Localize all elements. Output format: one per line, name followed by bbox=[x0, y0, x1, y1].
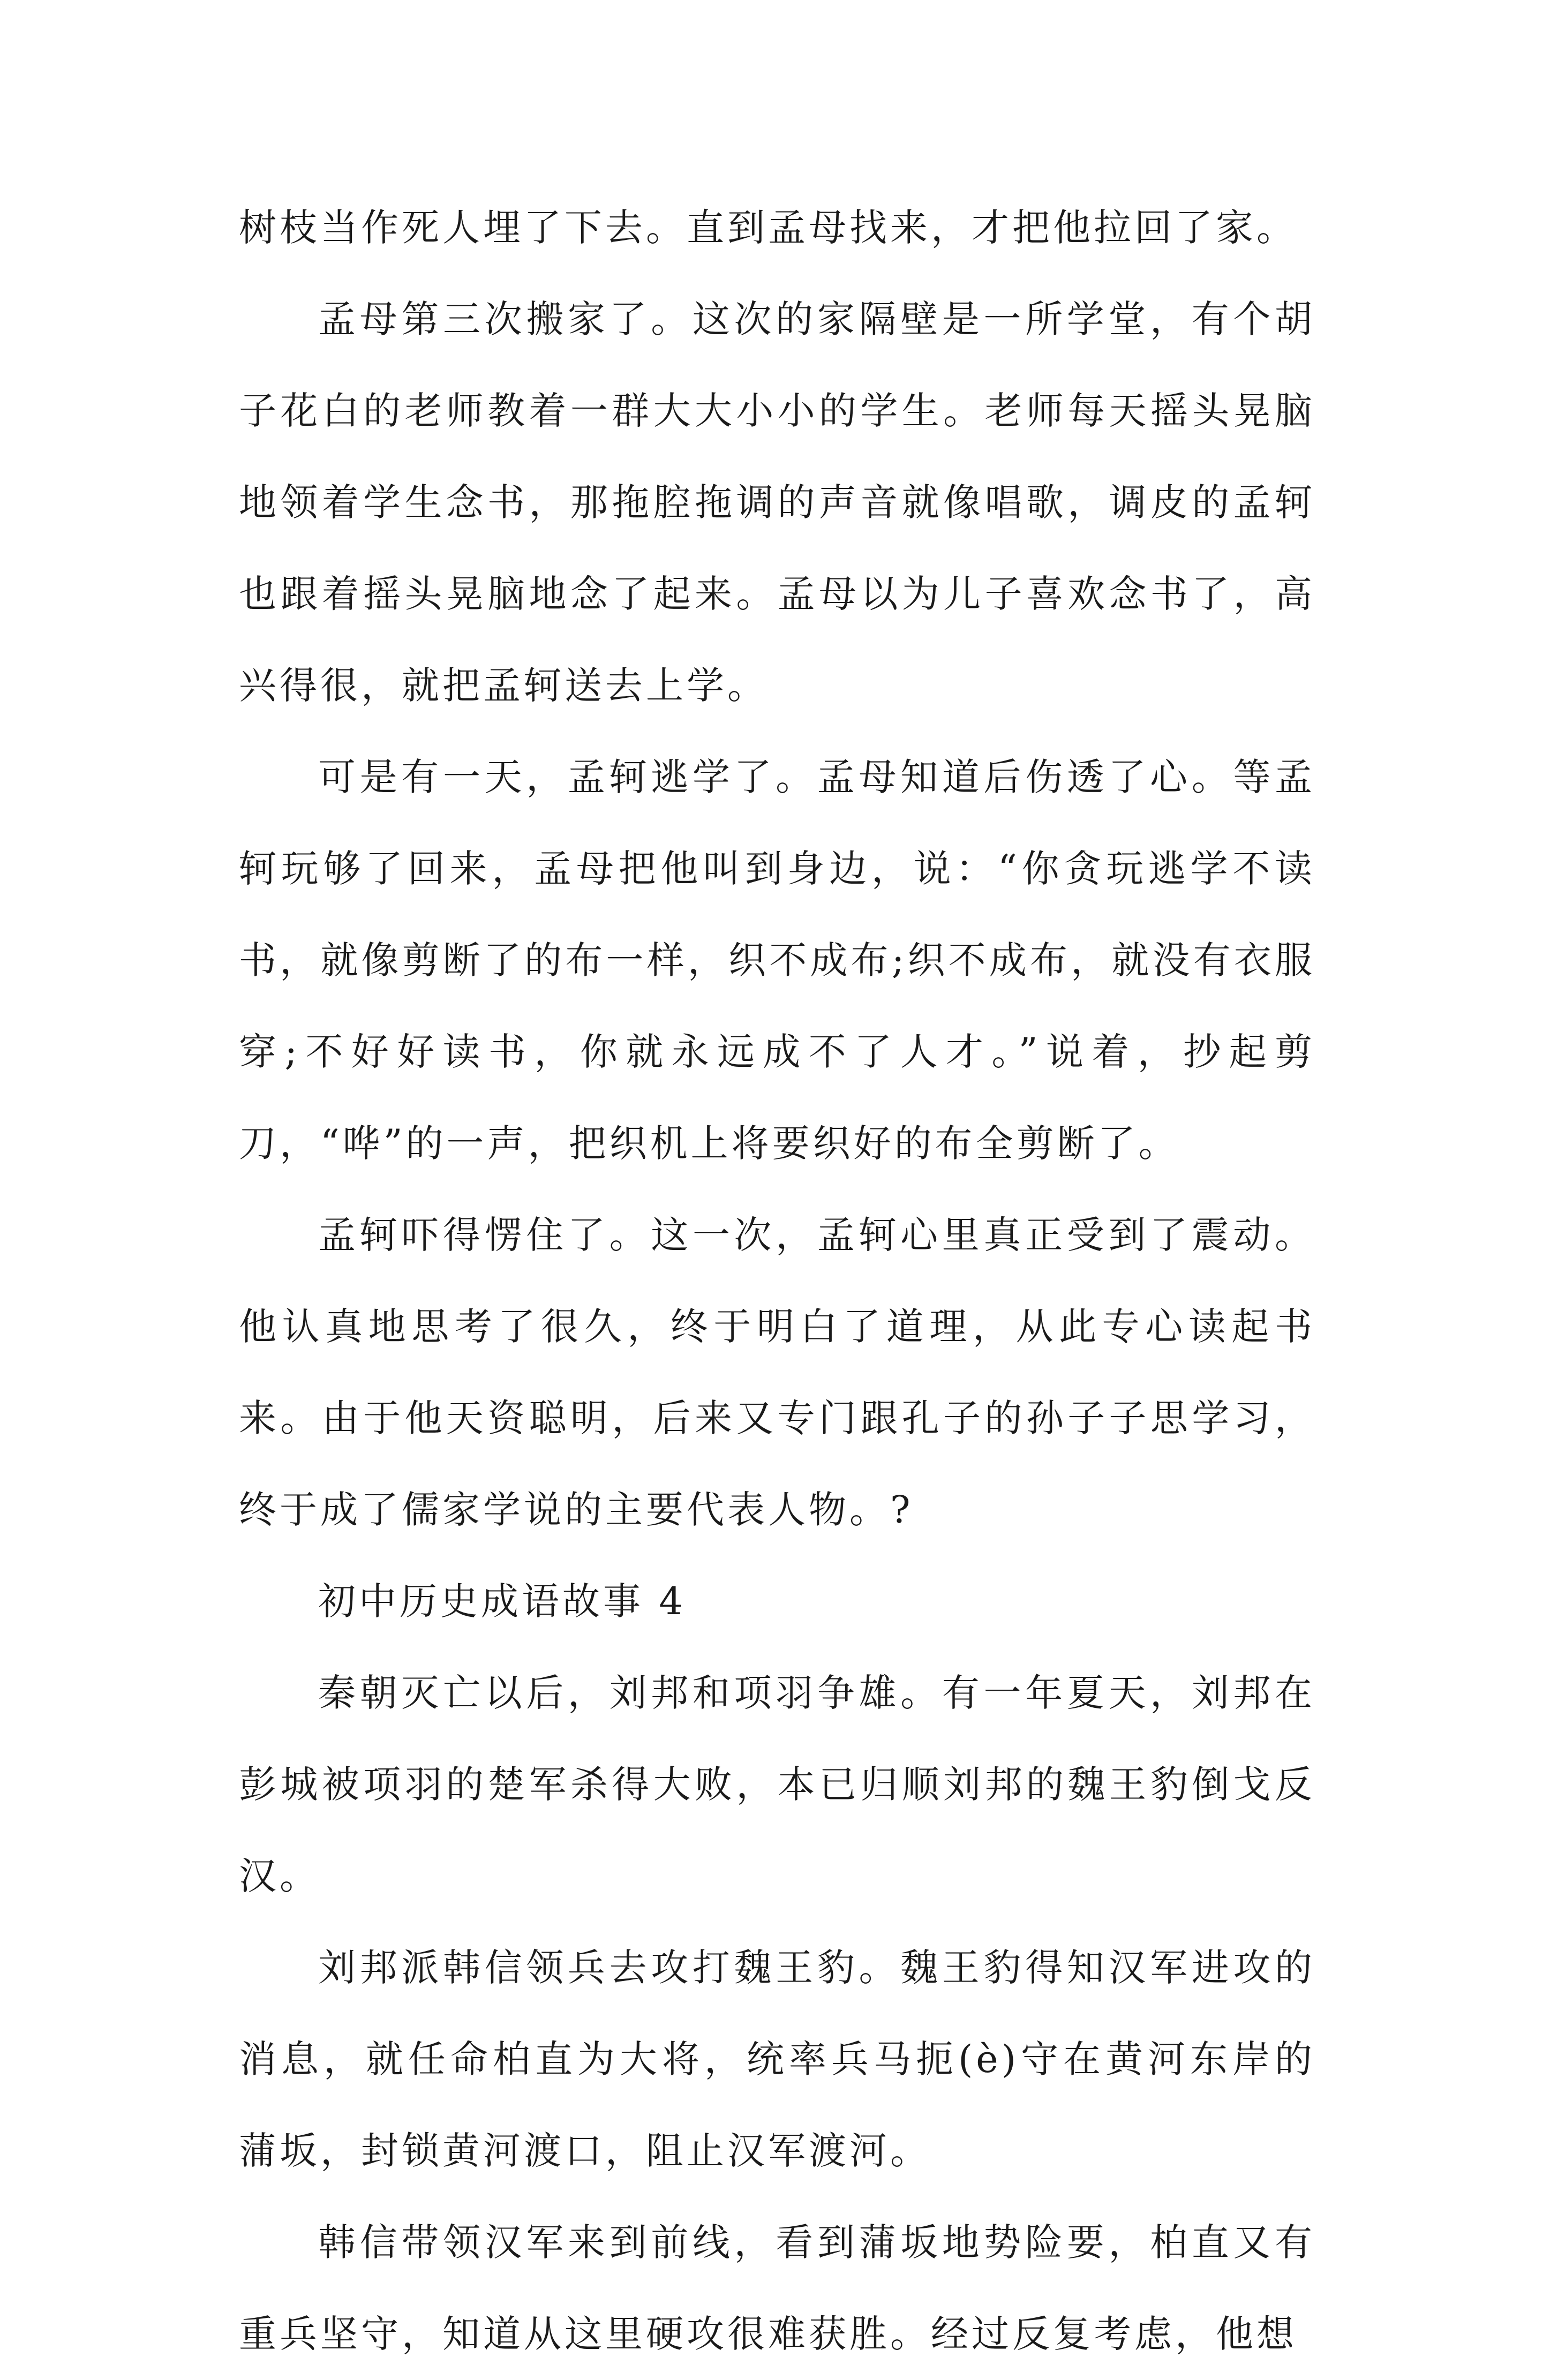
paragraph: 秦朝灭亡以后，刘邦和项羽争雄。有一年夏天，刘邦在彭城被项羽的楚军杀得大败，本已归顺刘邦的魏王豹倒戈反汉。 bbox=[239, 1671, 1315, 1898]
section-heading: 初中历史成语故事 4 bbox=[318, 1579, 686, 1623]
paragraph: 孟轲吓得愣住了。这一次，孟轲心里真正受到了震动。他认真地思考了很久，终于明白了道理，从此专心读起书来。由于他天资聪明，后来又专门跟孔子的孙子子思学习，终于成了儒家学说的主要代表人物。? bbox=[239, 1213, 1315, 1532]
paragraph: 韩信带领汉军来到前线，看到蒲坂地势险要，柏直又有重兵坚守，知道从这里硬攻很难获胜。经过反复考虑，他想 bbox=[239, 2220, 1315, 2356]
paragraph: 刘邦派韩信领兵去攻打魏王豹。魏王豹得知汉军进攻的消息，就任命柏直为大将，统率兵马扼(è)守在黄河东岸的蒲坂，封锁黄河渡口，阻止汉军渡河。 bbox=[239, 1946, 1315, 2173]
document-body bbox=[239, 182, 1315, 2380]
paragraph: 孟母第三次搬家了。这次的家隔壁是一所学堂，有个胡子花白的老师教着一群大大小小的学生。老师每天摇头晃脑地领着学生念书，那拖腔拖调的声音就像唱歌，调皮的孟轲也跟着摇头晃脑地念了起来。孟母以为儿子喜欢念书了，高兴得很，就把孟轲送去上学。 bbox=[239, 297, 1315, 707]
paragraph: 树枝当作死人埋了下去。直到孟母找来，才把他拉回了家。 bbox=[239, 206, 1297, 250]
paragraph: 可是有一天，孟轲逃学了。孟母知道后伤透了心。等孟轲玩够了回来，孟母把他叫到身边，说：“你贪玩逃学不读书，就像剪断了的布一样，织不成布;织不成布，就没有衣服穿;不好好读书，你就永远成不了人才。”说着，抄起剪刀，“哗”的一声，把织机上将要织好的布全剪断了。 bbox=[239, 755, 1315, 1165]
